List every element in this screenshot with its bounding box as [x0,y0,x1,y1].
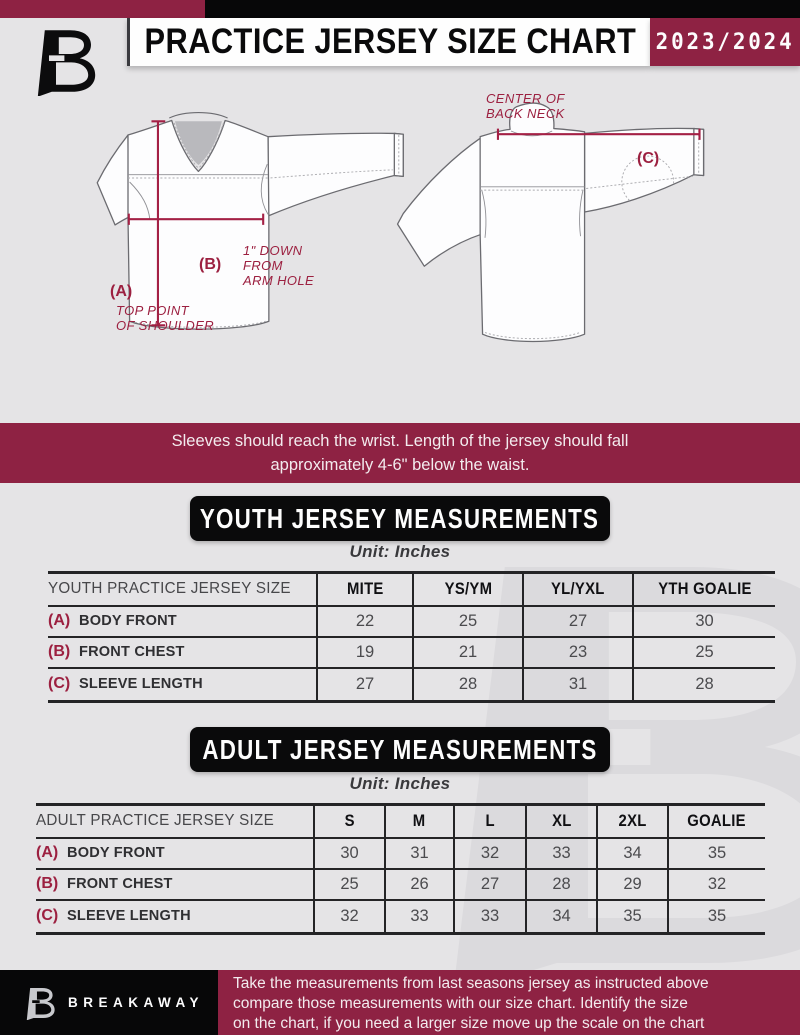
adult-col-s: S [344,811,355,830]
cell-value: 33 [454,900,526,934]
youth-size-header: YOUTH PRACTICE JERSEY SIZE [48,580,291,598]
table-row [36,900,765,934]
fit-notice-line1: Sleeves should reach the wrist. Length of the jersey should fall [171,432,629,450]
footer-breakaway-logo-icon [22,986,56,1020]
adult-col-goalie: GOALIE [687,811,747,830]
label-c: (C) [637,150,660,167]
adult-col-2xl: 2XL [618,811,647,830]
youth-unit-label: Unit: Inches [349,542,451,561]
adult-size-header: ADULT PRACTICE JERSEY SIZE [36,812,275,830]
adult-measurements-table [36,803,765,935]
youth-table-header-row [48,573,775,606]
youth-measurements-table [48,571,775,703]
table-row [48,606,775,637]
back-neck-annotation-line1: CENTER OF [486,91,565,106]
row-key: (C) [48,675,71,693]
row-key: (B) [48,643,71,660]
adult-col-xl: XL [551,811,572,830]
cell-value: 25 [633,637,775,668]
row-label: FRONT CHEST [67,875,173,892]
armhole-annotation [243,243,314,288]
shoulder-annotation-line2: OF SHOULDER [116,318,215,333]
row-label: BODY FRONT [79,612,178,629]
footer-instructions-line3: on the chart, if you need a larger size move up the scale on the chart [233,1015,705,1032]
youth-col-goalie: YTH GOALIE [657,579,752,598]
cell-value: 33 [526,838,597,869]
cell-value: 34 [597,838,668,869]
cell-value: 19 [317,637,413,668]
back-neck-annotation-line2: BACK NECK [486,106,565,121]
cell-value: 23 [523,637,633,668]
cell-value: 35 [597,900,668,934]
cell-value: 28 [413,668,523,702]
front-jersey-illustration [97,120,403,329]
cell-value: 25 [413,606,523,637]
cell-value: 29 [597,869,668,900]
adult-section-title-bar [190,727,610,772]
cell-value: 28 [633,668,775,702]
footer-instructions-line2: compare those measurements with our size chart. Identify the size [233,995,688,1012]
row-label: FRONT CHEST [79,643,185,660]
adult-unit-label: Unit: Inches [349,774,451,793]
cell-value: 31 [523,668,633,702]
cell-value: 27 [454,869,526,900]
footer-brand-block [0,970,218,1035]
cell-value: 22 [317,606,413,637]
front-collar-top-line [169,113,227,118]
cell-value: 27 [523,606,633,637]
page-title: PRACTICE JERSEY SIZE CHART [144,22,636,61]
row-label: SLEEVE LENGTH [79,675,204,693]
row-label: BODY FRONT [67,844,166,861]
back-neck-annotation [486,91,565,121]
adult-col-m: M [413,811,426,830]
cell-value: 32 [668,869,765,900]
cell-value: 35 [668,838,765,869]
shoulder-annotation-line1: TOP POINT [116,303,189,318]
fit-notice-banner [0,423,800,483]
cell-value: 32 [314,900,385,934]
cell-value: 30 [314,838,385,869]
cell-value: 32 [454,838,526,869]
back-jersey-illustration [398,103,704,341]
cell-value: 26 [385,869,454,900]
table-row [48,637,775,668]
adult-section-title: ADULT JERSEY MEASUREMENTS [202,733,598,765]
row-key: (A) [36,844,59,861]
title-band [127,18,650,66]
footer-instructions [218,970,800,1035]
cell-value: 25 [314,869,385,900]
youth-section-title-bar [190,496,610,541]
table-row [36,838,765,869]
footer-instructions-line1: Take the measurements from last seasons jersey as instructed above [233,975,709,992]
footer-brand-name: BREAKAWAY [68,995,205,1010]
youth-col-ylyxl: YL/YXL [551,579,605,598]
cell-value: 34 [526,900,597,934]
cell-value: 30 [633,606,775,637]
armhole-annotation-line2: FROM [243,258,283,273]
table-row [48,668,775,702]
fit-notice-line2: approximately 4-6" below the waist. [270,456,530,474]
youth-col-ysym: YS/YM [444,579,492,598]
armhole-annotation-line1: 1" DOWN [243,243,303,258]
cell-value: 31 [385,838,454,869]
cell-value: 33 [385,900,454,934]
cell-value: 27 [317,668,413,702]
jersey-diagrams-illustration [0,80,800,420]
row-key: (A) [48,612,71,629]
cell-value: 21 [413,637,523,668]
cell-value: 28 [526,869,597,900]
cell-value: 35 [668,900,765,934]
row-key: (C) [36,907,59,925]
top-accent-bar-maroon [0,0,205,18]
season-label: 2023/2024 [655,29,795,55]
shoulder-annotation [116,303,214,333]
row-label: SLEEVE LENGTH [67,907,192,925]
youth-section-title: YOUTH JERSEY MEASUREMENTS [200,502,600,534]
youth-col-mite: MITE [346,579,384,598]
row-key: (B) [36,875,59,892]
top-accent-bar-black [205,0,800,18]
label-a: (A) [110,283,133,300]
table-row [36,869,765,900]
adult-table-header-row [36,805,765,838]
armhole-annotation-line3: ARM HOLE [243,273,315,288]
adult-col-l: L [485,811,495,830]
label-b: (B) [199,256,222,273]
season-box [650,18,800,66]
